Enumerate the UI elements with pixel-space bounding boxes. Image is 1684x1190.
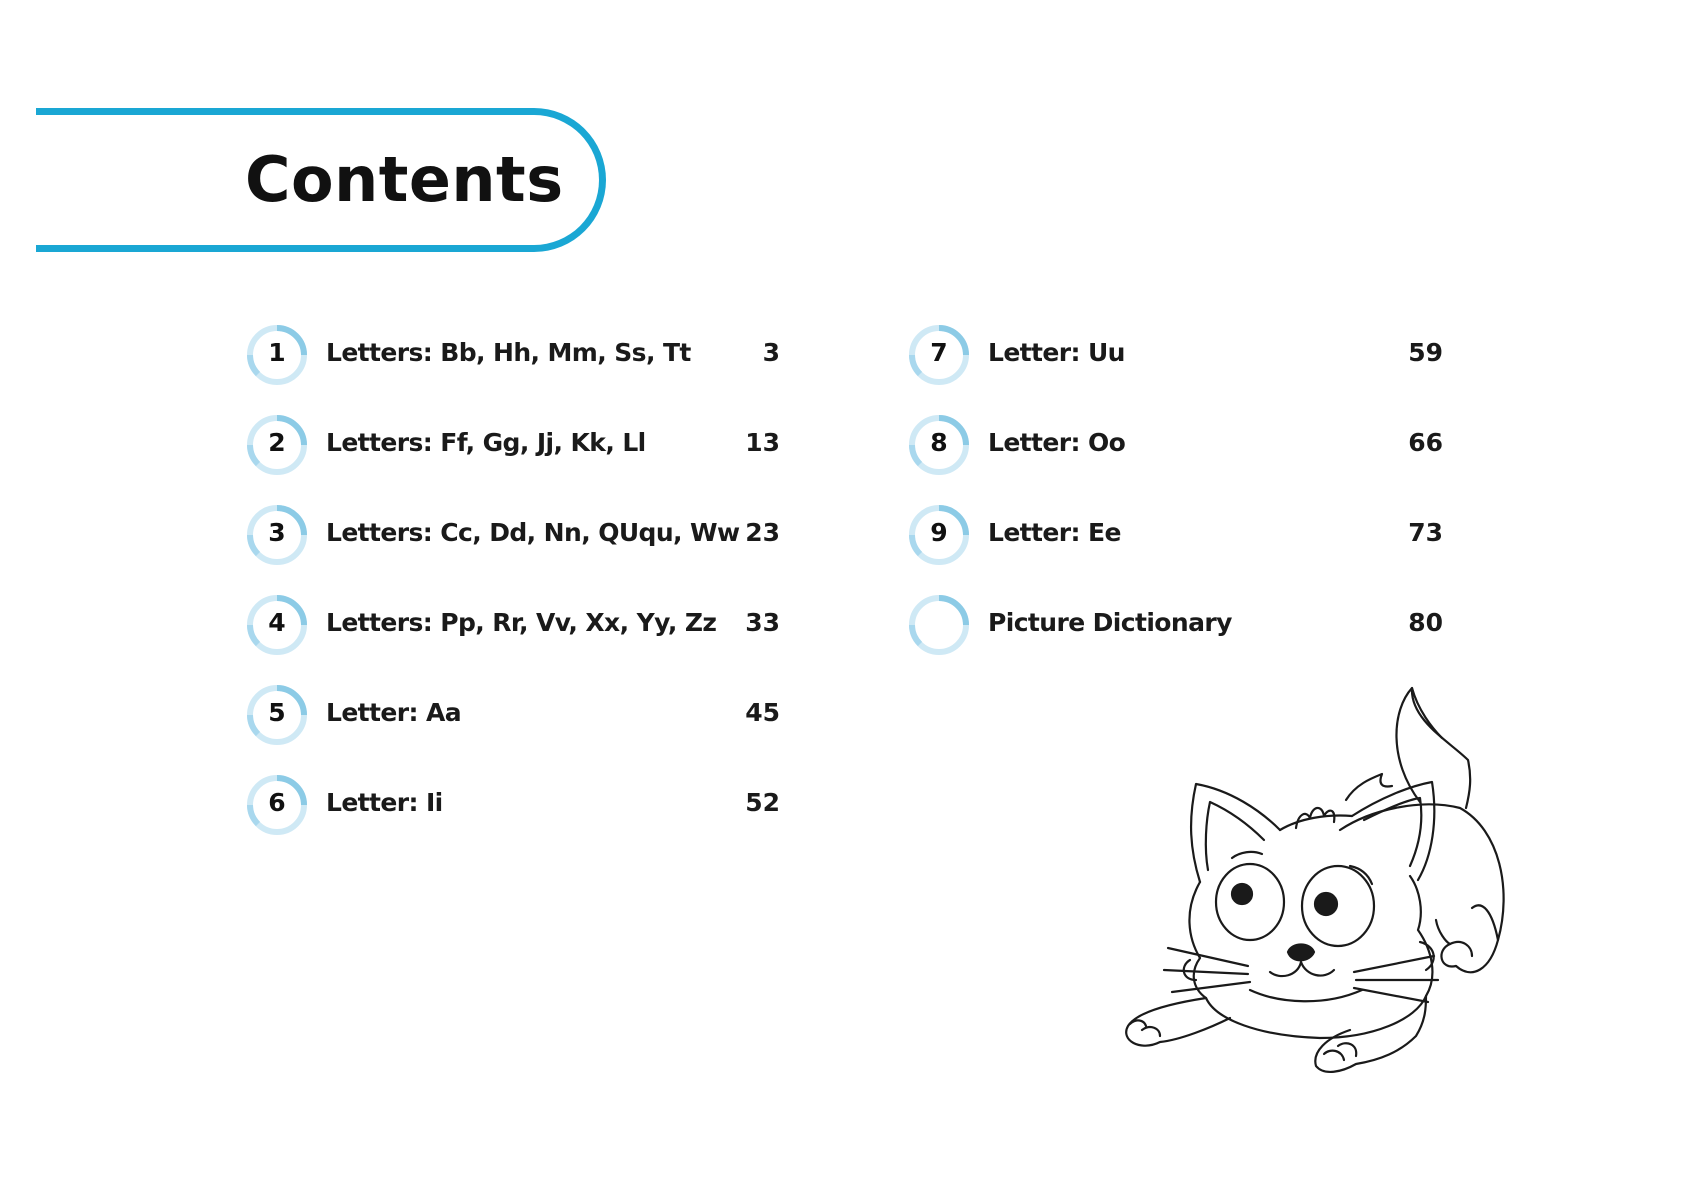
cat-illustration xyxy=(1120,680,1540,1120)
number-badge-icon xyxy=(908,414,970,476)
entry-title: Letter: Ee xyxy=(988,518,1121,547)
number-badge-icon xyxy=(908,594,970,656)
entry-number: 9 xyxy=(930,518,948,547)
entry-page-number: 13 xyxy=(745,428,780,457)
entry-page-number: 80 xyxy=(1408,608,1443,637)
number-badge-icon xyxy=(246,414,308,476)
entry-number xyxy=(908,594,970,656)
entry-page-number: 59 xyxy=(1408,338,1443,367)
entry-title: Letters: Cc, Dd, Nn, QUqu, Ww xyxy=(326,518,740,547)
entry-page-number: 33 xyxy=(745,608,780,637)
entry-page-number: 45 xyxy=(745,698,780,727)
number-badge-icon xyxy=(246,594,308,656)
number-badge-icon xyxy=(246,324,308,386)
entry-number: 6 xyxy=(268,788,286,817)
entry-number: 8 xyxy=(930,428,948,457)
entry-title: Picture Dictionary xyxy=(988,608,1232,637)
entry-page-number: 23 xyxy=(745,518,780,547)
entry-number: 3 xyxy=(268,518,286,547)
entry-page-number: 3 xyxy=(762,338,780,367)
number-badge-icon xyxy=(908,504,970,566)
entry-page-number: 52 xyxy=(745,788,780,817)
entry-title: Letters: Ff, Gg, Jj, Kk, Ll xyxy=(326,428,646,457)
entry-page-number: 73 xyxy=(1408,518,1443,547)
entry-number: 7 xyxy=(930,338,948,367)
number-badge-icon xyxy=(246,684,308,746)
entry-title: Letters: Bb, Hh, Mm, Ss, Tt xyxy=(326,338,691,367)
entry-number: 5 xyxy=(268,698,286,727)
number-badge-icon xyxy=(908,324,970,386)
page-title: Contents xyxy=(245,143,564,216)
entry-number: 4 xyxy=(268,608,286,637)
entry-title: Letter: Aa xyxy=(326,698,461,727)
number-badge-icon xyxy=(246,504,308,566)
entry-title: Letters: Pp, Rr, Vv, Xx, Yy, Zz xyxy=(326,608,717,637)
entry-number: 1 xyxy=(268,338,286,367)
entry-title: Letter: Uu xyxy=(988,338,1125,367)
entry-number: 2 xyxy=(268,428,286,457)
entry-title: Letter: Ii xyxy=(326,788,443,817)
entry-page-number: 66 xyxy=(1408,428,1443,457)
entry-title: Letter: Oo xyxy=(988,428,1126,457)
number-badge-icon xyxy=(246,774,308,836)
